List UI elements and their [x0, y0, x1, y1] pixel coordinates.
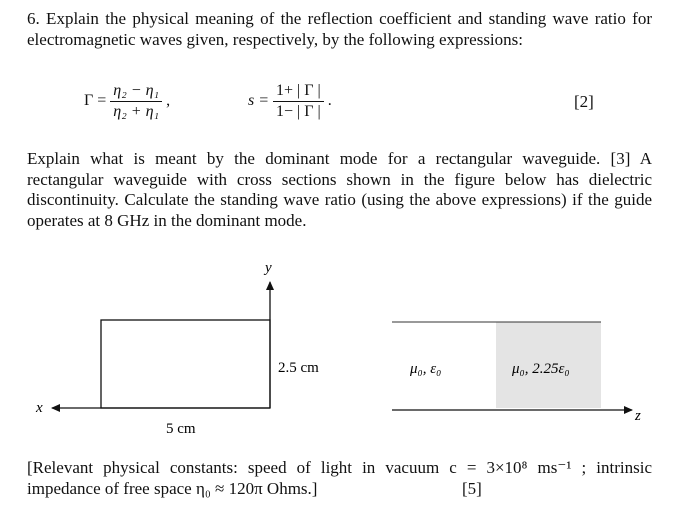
z-axis-label: z: [635, 408, 641, 424]
gamma-comma: ,: [166, 92, 171, 110]
constants-note: [Relevant physical constants: speed of light in vacuum c = 3×10⁸ ms⁻¹ ; intrinsic impedance of free space η₀ ≈ 120π Ohms.]: [27, 458, 652, 498]
swr-period: .: [327, 92, 332, 110]
gamma-denominator: η₂ + η₁: [113, 103, 160, 120]
marks-part1: [2]: [574, 92, 594, 111]
gamma-symbol: Γ =: [84, 92, 107, 110]
width-label: 5 cm: [166, 421, 196, 437]
x-axis-label: x: [36, 400, 43, 416]
swr-denominator: 1− | Γ |: [276, 103, 321, 120]
question-intro: 6. Explain the physical meaning of the reflection coefficient and standing wave ratio for electromagnetic waves given, respectively, by the following expressions:: [27, 9, 652, 49]
y-axis-label: y: [265, 260, 272, 276]
swr-numerator: 1+ | Γ |: [273, 82, 324, 102]
marks-part2: [5]: [462, 479, 482, 498]
region1-label: μ₀, ε₀: [410, 361, 442, 377]
gamma-numerator: η₂ − η₁: [110, 82, 162, 102]
height-label: 2.5 cm: [278, 360, 319, 376]
question-body: Explain what is meant by the dominant mode for a rectangular waveguide. [3] A rectangular waveguide with cross sections shown in the figure below has dielectric discontinuity. Calculate the standing wave ratio (using the above expressions) if the guide operates at 8 GHz in the dominant mode.: [27, 149, 652, 230]
swr-symbol: s =: [248, 92, 270, 110]
waveguide-cross-section: [101, 320, 270, 408]
region2-label: μ₀, 2.25ε₀: [512, 361, 570, 377]
